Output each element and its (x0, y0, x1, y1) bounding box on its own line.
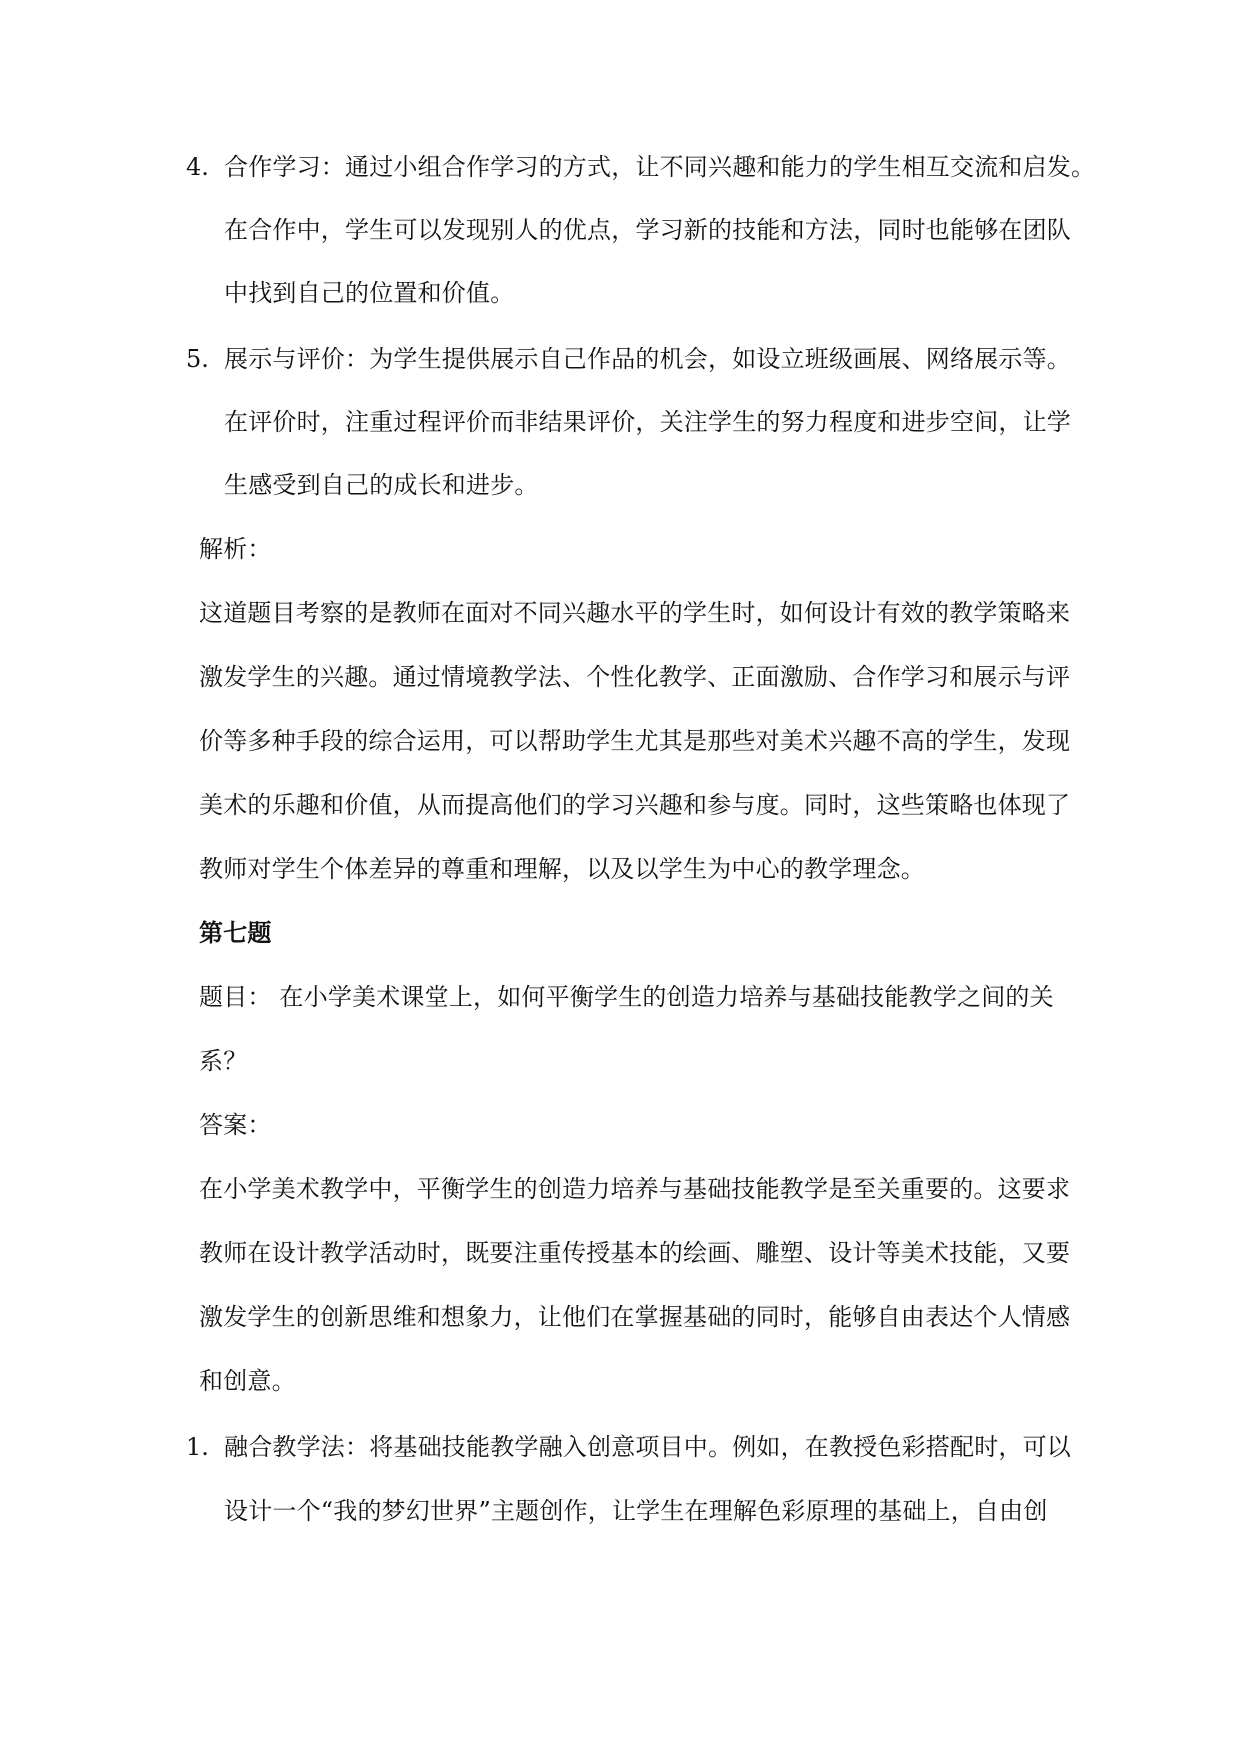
paragraph-line: 激发学生的创新思维和想象力，让他们在掌握基础的同时，能够自由表达个人情感 (199, 1303, 1071, 1331)
list-item-line: 在评价时，注重过程评价而非结果评价，关注学生的努力程度和进步空间，让学 (224, 408, 1071, 436)
list-item-line: 在合作中，学生可以发现别人的优点，学习新的技能和方法，同时也能够在团队 (224, 216, 1071, 244)
paragraph-line: 教师对学生个体差异的尊重和理解，以及以学生为中心的教学理念。 (199, 855, 925, 883)
list-item-line: 融合教学法：将基础技能教学融入创意项目中。例如，在教授色彩搭配时，可以 (224, 1433, 1071, 1461)
list-number: 5. (186, 345, 209, 373)
paragraph-line: 在小学美术教学中，平衡学生的创造力培养与基础技能教学是至关重要的。这要求 (199, 1175, 1071, 1203)
analysis-label: 解析： (199, 535, 272, 563)
question-line: 系？ (199, 1047, 248, 1075)
list-item-line: 合作学习：通过小组合作学习的方式，让不同兴趣和能力的学生相互交流和启发。 (224, 153, 1096, 181)
section-heading: 第七题 (199, 918, 272, 947)
list-item-line: 中找到自己的位置和价值。 (224, 279, 515, 307)
paragraph-line: 美术的乐趣和价值，从而提高他们的学习兴趣和参与度。同时，这些策略也体现了 (199, 791, 1071, 819)
answer-label: 答案： (199, 1111, 272, 1139)
list-item-line: 设计一个“我的梦幻世界”主题创作，让学生在理解色彩原理的基础上，自由创 (224, 1497, 1048, 1525)
list-number: 1. (186, 1433, 209, 1461)
paragraph-line: 教师在设计教学活动时，既要注重传授基本的绘画、雕塑、设计等美术技能，又要 (199, 1239, 1071, 1267)
paragraph-line: 激发学生的兴趣。通过情境教学法、个性化教学、正面激励、合作学习和展示与评 (199, 663, 1071, 691)
list-item-line: 展示与评价：为学生提供展示自己作品的机会，如设立班级画展、网络展示等。 (224, 345, 1071, 373)
list-item-line: 生感受到自己的成长和进步。 (224, 471, 539, 499)
paragraph-line: 和创意。 (199, 1367, 296, 1395)
list-number: 4. (186, 153, 209, 181)
question-line: 题目： 在小学美术课堂上，如何平衡学生的创造力培养与基础技能教学之间的关 (199, 983, 1054, 1011)
paragraph-line: 这道题目考察的是教师在面对不同兴趣水平的学生时，如何设计有效的教学策略来 (199, 599, 1071, 627)
paragraph-line: 价等多种手段的综合运用，可以帮助学生尤其是那些对美术兴趣不高的学生，发现 (199, 727, 1071, 755)
